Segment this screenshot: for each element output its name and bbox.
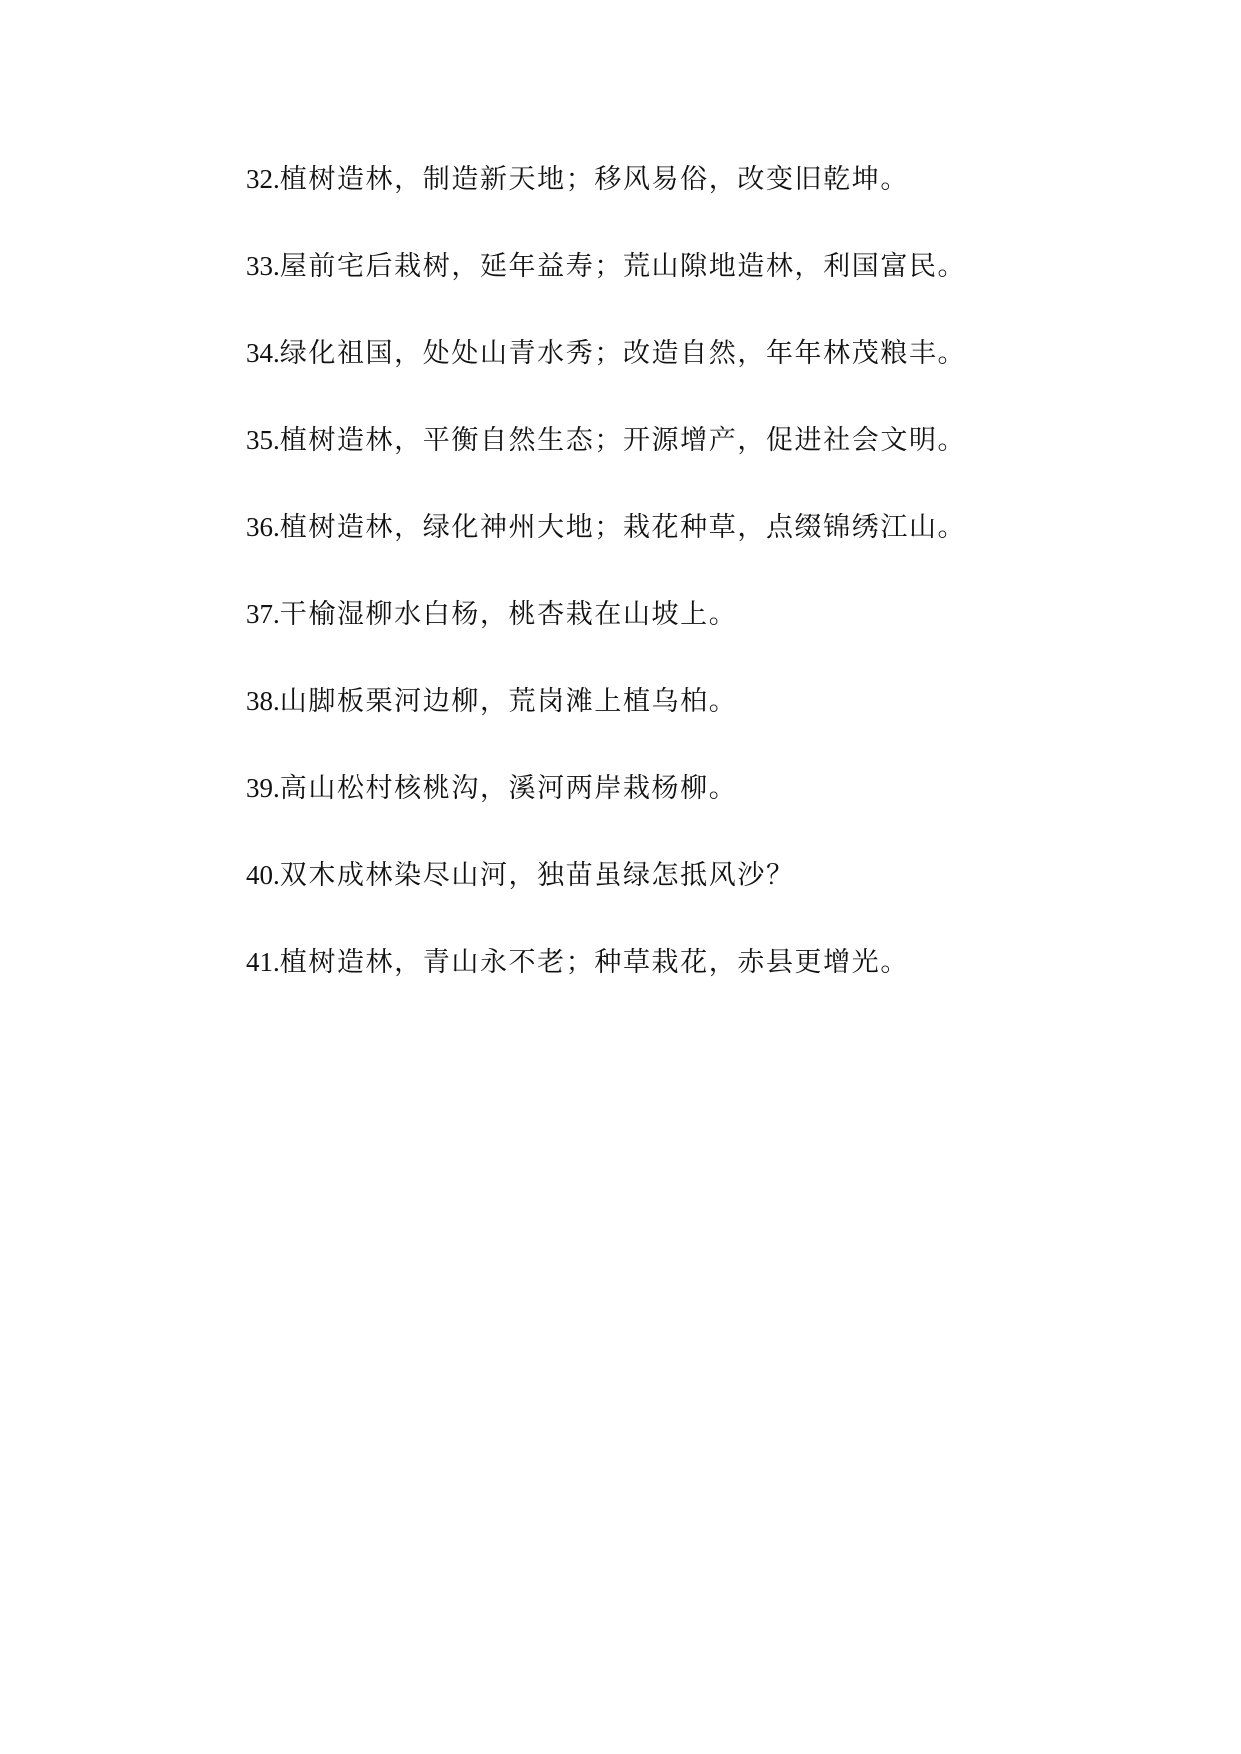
- item-number: 40.: [246, 860, 280, 890]
- slogan-line-33: [246, 247, 1146, 334]
- item-number: 39.: [246, 773, 280, 803]
- slogan-line-37: [246, 595, 1146, 682]
- slogan-line-34: [246, 334, 1146, 421]
- item-number: 41.: [246, 947, 280, 977]
- item-number: 32.: [246, 164, 280, 194]
- slogan-line-38: [246, 682, 1146, 769]
- item-text: 山脚板栗河边柳，荒岗滩上植乌柏。: [279, 686, 738, 717]
- item-text: 高山松村核桃沟，溪河两岸栽杨柳。: [279, 773, 738, 804]
- item-number: 36.: [246, 512, 280, 542]
- slogan-line-41: [246, 943, 1146, 1030]
- item-text: 绿化祖国，处处山青水秀；改造自然，年年林茂粮丰。: [279, 338, 967, 369]
- item-text: 植树造林，绿化神州大地；栽花种草，点缀锦绣江山。: [279, 512, 967, 543]
- slogan-line-32: [246, 160, 1146, 247]
- slogan-list: [246, 160, 1146, 1030]
- item-text: 双木成林染尽山河，独苗虽绿怎抵风沙？: [279, 860, 795, 891]
- item-text: 植树造林，制造新天地；移风易俗，改变旧乾坤。: [279, 164, 909, 195]
- item-number: 38.: [246, 686, 280, 716]
- item-text: 屋前宅后栽树，延年益寿；荒山隙地造林，利国富民。: [279, 251, 967, 282]
- slogan-line-40: [246, 856, 1146, 943]
- item-number: 34.: [246, 338, 280, 368]
- item-text: 植树造林，青山永不老；种草栽花，赤县更增光。: [279, 947, 909, 978]
- item-number: 37.: [246, 599, 280, 629]
- slogan-line-39: [246, 769, 1146, 856]
- item-text: 干榆湿柳水白杨，桃杏栽在山坡上。: [279, 599, 738, 630]
- slogan-line-36: [246, 508, 1146, 595]
- item-text: 植树造林，平衡自然生态；开源增产，促进社会文明。: [279, 425, 967, 456]
- item-number: 33.: [246, 251, 280, 281]
- item-number: 35.: [246, 425, 280, 455]
- slogan-line-35: [246, 421, 1146, 508]
